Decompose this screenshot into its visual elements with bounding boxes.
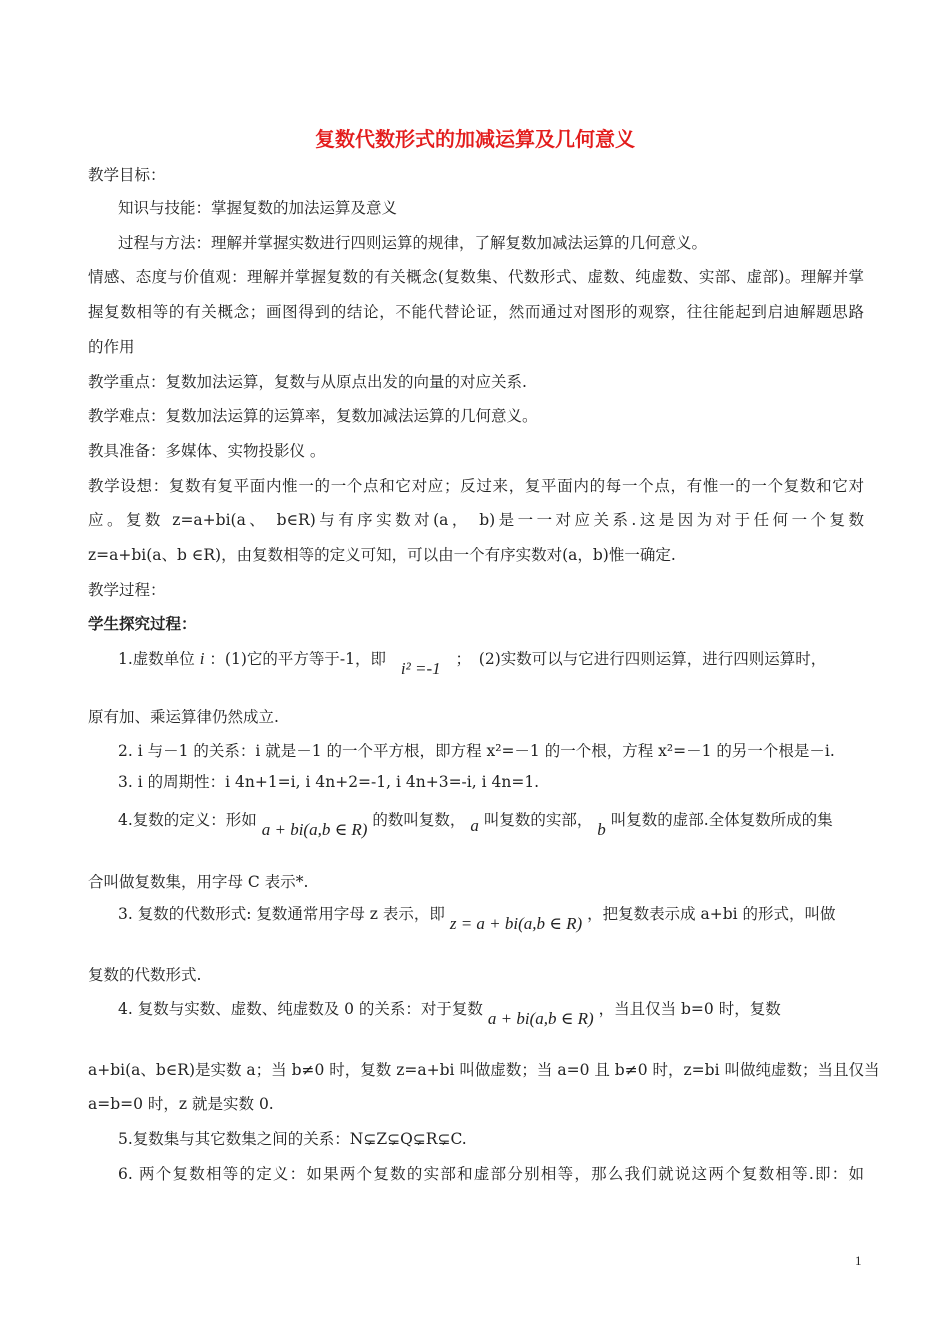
objective-emotion-line2: 握复数相等的有关概念；画图得到的结论，不能代替论证，然而通过对图形的观察，往往能起到启迪解题思路 [88,303,864,321]
item-text: 的数叫复数， [372,811,466,829]
item-number-relations-cont1: a+bi(a、b∈R)是实数 a；当 b≠0 时，复数 z=a+bi 叫做虚数；当 a=0 且 b≠0 时，z=bi 叫做纯虚数；当且仅当 [88,1061,880,1079]
item-number-relations-cont2: a=b=0 时，z 就是实数 0. [88,1095,274,1113]
item-i-relation: 2. i 与－1 的关系：i 就是－1 的一个平方根，即方程 x²=－1 的一个根，方程 x²=－1 的另一个根是－i. [118,742,835,760]
item-text: 1.虚数单位 [118,650,195,668]
teaching-idea-line3: z=a+bi(a、b ∈R)，由复数相等的定义可知，可以由一个有序实数对(a，b)惟一确定. [88,546,676,564]
teaching-aids: 教具准备：多媒体、实物投影仪 。 [88,442,326,460]
item-equality-definition: 6. 两个复数相等的定义：如果两个复数的实部和虚部分别相等，那么我们就说这两个复数相等.即：如 [118,1165,864,1183]
page-title: 复数代数形式的加减运算及几何意义 [315,127,635,151]
teaching-idea-line1: 教学设想：复数有复平面内惟一的一个点和它对应；反过来，复平面内的每一个点，有惟一的一个复数和它对 [88,477,864,495]
objective-emotion-line3: 的作用 [88,338,135,356]
objective-process: 过程与方法：理解并掌握实数进行四则运算的规律，了解复数加减法运算的几何意义。 [118,234,708,252]
formula-i-squared: i² =-1 [400,659,441,678]
item-text: ：(1)它的平方等于-1，即 [209,650,386,668]
item-complex-definition-cont: 合叫做复数集，用字母 C 表示*. [88,873,309,891]
item-imaginary-unit-cont: 原有加、乘运算律仍然成立. [88,708,279,726]
page-number: 1 [855,1253,862,1268]
item-text: 4. 复数与实数、虚数、纯虚数及 0 的关系：对于复数 [118,1000,483,1018]
item-text: ； (2)实数可以与它进行四则运算，进行四则运算时， [455,650,827,668]
item-text: ，当且仅当 b=0 时，复数 [598,1000,781,1018]
objective-knowledge: 知识与技能：掌握复数的加法运算及意义 [118,199,398,217]
objective-emotion-line1: 情感、态度与价值观：理解并掌握复数的有关概念(复数集、代数形式、虚数、纯虚数、实部、虚部)。理解并掌 [88,268,864,286]
formula-a-plus-bi: a + bi(a,b ∈ R) [261,820,368,839]
item-complex-definition [118,809,864,839]
formula-b: b [597,820,606,839]
teaching-idea-line2: 应。复数 z=a+bi(a、 b∈R)与有序实数对(a， b)是一一对应关系.这是因为对于任何一个复数 [88,511,864,529]
item-text: 4.复数的定义：形如 [118,811,257,829]
section-student-inquiry: 学生探究过程： [88,614,197,633]
section-objectives: 教学目标： [88,166,166,184]
formula-a-plus-bi-2: a + bi(a,b ∈ R) [487,1009,594,1028]
formula-i: i [199,649,205,668]
item-text: 叫复数的实部， [483,811,593,829]
formula-z: z = a + bi(a,b ∈ R) [449,914,583,933]
item-algebraic-form-cont: 复数的代数形式. [88,966,202,984]
difficult-points: 教学难点：复数加法运算的运算率，复数加减法运算的几何意义。 [88,407,538,425]
formula-a: a [470,816,479,835]
item-text: 3. 复数的代数形式: 复数通常用字母 z 表示，即 [118,905,445,923]
item-imaginary-unit [118,648,864,678]
item-text: ，把复数表示成 a+bi 的形式，叫做 [587,905,836,923]
key-points: 教学重点：复数加法运算，复数与从原点出发的向量的对应关系. [88,373,527,391]
item-algebraic-form [118,903,864,933]
item-text: 叫复数的虚部.全体复数所成的集 [610,811,833,829]
section-process: 教学过程： [88,581,166,599]
item-number-relations [118,998,864,1028]
item-i-periodicity: 3. i 的周期性：i 4n+1=i, i 4n+2=-1, i 4n+3=-i, i 4n=1. [118,773,540,791]
item-set-relations: 5.复数集与其它数集之间的关系：N⊊Z⊊Q⊊R⊊C. [118,1130,467,1148]
